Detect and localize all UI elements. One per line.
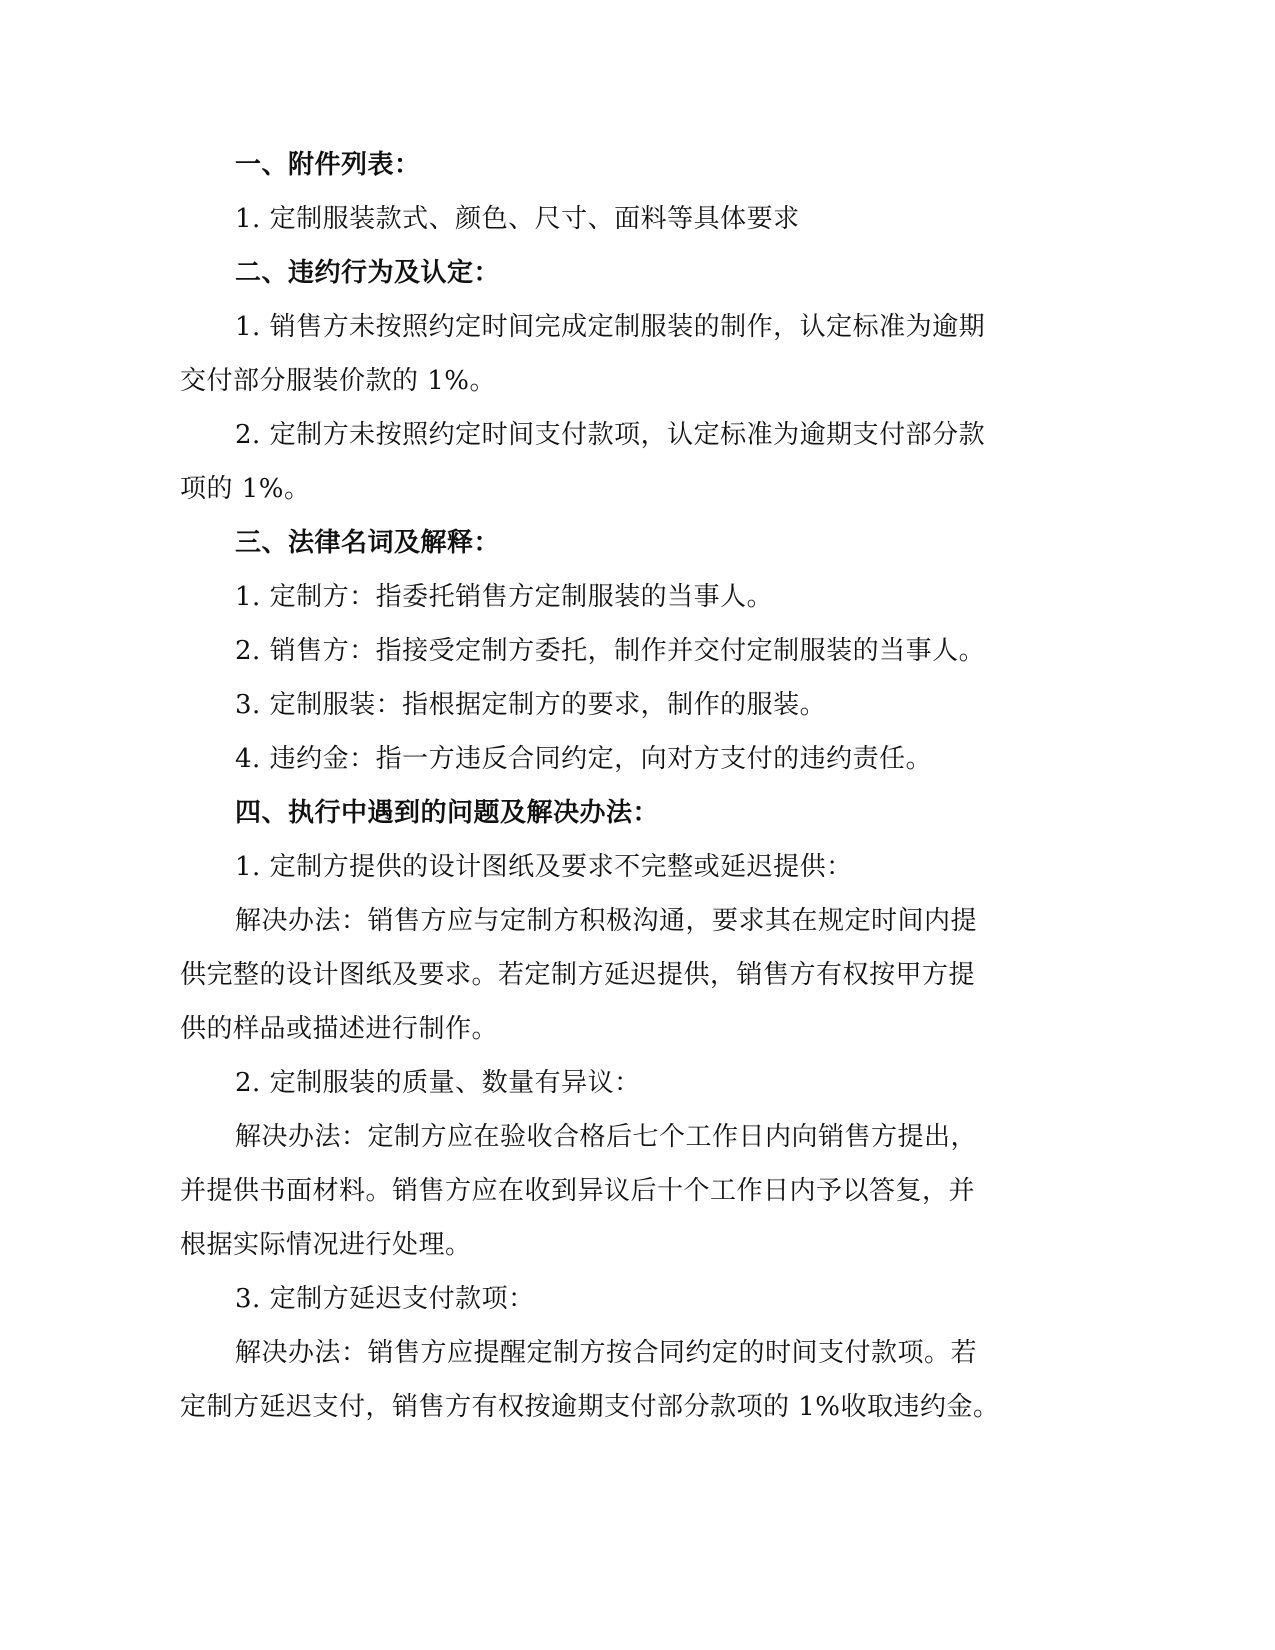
section-heading-breach: 二、违约行为及认定： <box>235 258 501 288</box>
paragraph-line: 4. 违约金：指一方违反合同约定，向对方支付的违约责任。 <box>235 744 933 774</box>
paragraph-line: 解决办法：销售方应提醒定制方按合同约定的时间支付款项。若 <box>235 1338 978 1368</box>
document-page <box>180 138 1030 1434</box>
paragraph-line: 供的样品或描述进行制作。 <box>180 1014 499 1044</box>
paragraph-line: 项的 1%。 <box>180 474 311 504</box>
paragraph-line: 3. 定制方延迟支付款项： <box>235 1284 535 1314</box>
paragraph-line: 1. 定制方提供的设计图纸及要求不完整或延迟提供： <box>235 852 853 882</box>
paragraph-line: 2. 销售方：指接受定制方委托，制作并交付定制服装的当事人。 <box>235 636 986 666</box>
paragraph-line: 交付部分服装价款的 1%。 <box>180 366 497 396</box>
paragraph-line: 根据实际情况进行处理。 <box>180 1230 472 1260</box>
paragraph-line: 供完整的设计图纸及要求。若定制方延迟提供，销售方有权按甲方提 <box>180 960 976 990</box>
section-heading-legal-terms: 三、法律名词及解释： <box>235 528 501 558</box>
paragraph-line: 定制方延迟支付，销售方有权按逾期支付部分款项的 1%收取违约金。 <box>180 1392 1000 1422</box>
paragraph-line: 解决办法：定制方应在验收合格后七个工作日内向销售方提出， <box>235 1122 978 1152</box>
section-heading-attachments: 一、附件列表： <box>235 150 421 180</box>
paragraph-line: 1. 销售方未按照约定时间完成定制服装的制作，认定标准为逾期 <box>235 312 986 342</box>
section-heading-issues: 四、执行中遇到的问题及解决办法： <box>235 798 660 828</box>
paragraph-line: 1. 定制服装款式、颜色、尺寸、面料等具体要求 <box>235 204 800 234</box>
paragraph-line: 1. 定制方：指委托销售方定制服装的当事人。 <box>235 582 774 612</box>
paragraph-line: 2. 定制方未按照约定时间支付款项，认定标准为逾期支付部分款 <box>235 420 986 450</box>
paragraph-line: 解决办法：销售方应与定制方积极沟通，要求其在规定时间内提 <box>235 906 978 936</box>
paragraph-line: 2. 定制服装的质量、数量有异议： <box>235 1068 641 1098</box>
paragraph-line: 3. 定制服装：指根据定制方的要求，制作的服装。 <box>235 690 827 720</box>
paragraph-line: 并提供书面材料。销售方应在收到异议后十个工作日内予以答复，并 <box>180 1176 976 1206</box>
